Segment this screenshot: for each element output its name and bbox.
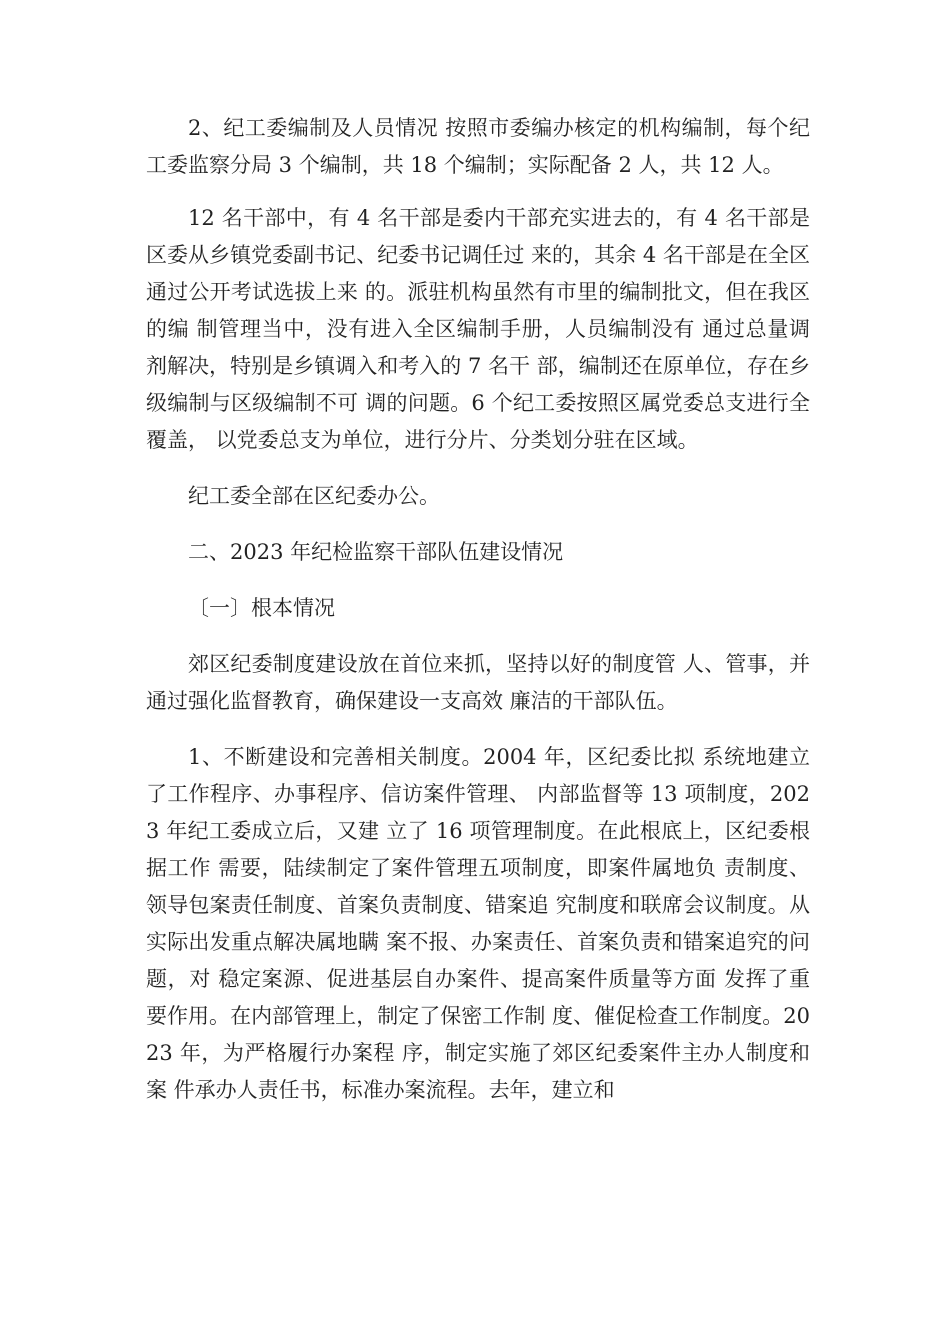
paragraph-office-location: 纪工委全部在区纪委办公。	[188, 484, 440, 508]
section-heading: 二、2023 年纪检监察干部队伍建设情况	[188, 540, 564, 564]
paragraph-cadre-sources: 12 名干部中，有 4 名干部是委内干部充实进去的，有 4 名干部是区委从乡镇党委副书记、纪委书记调任过 来的，其余 4 名干部是在全区通过公开考试选拔上来 的。派驻机构虽然有市里的编制批文，但在我区的编 制管理当中，没有进入全区编制手册，人员编制没有 通过总量调剂解决，特别是乡镇调入和考入的 7 名干 部，编制还在原单位，存在乡级编制与区级编制不可 调的问题。6 个纪工委按照区属党委总支进行全覆盖， 以党委总支为单位，进行分片、分类划分驻在区域。	[146, 206, 810, 452]
document-body	[146, 110, 810, 1109]
subsection-heading: 〔一〕根本情况	[188, 596, 335, 620]
paragraph-staffing: 2、纪工委编制及人员情况 按照市委编办核定的机构编制，每个纪工委监察分局 3 个编制，共 18 个编制；实际配备 2 人，共 12 人。	[146, 116, 810, 177]
paragraph-institution-building: 1、不断建设和完善相关制度。2004 年，区纪委比拟 系统地建立了工作程序、办事程序、信访案件管理、 内部监督等 13 项制度，2023 年纪工委成立后，又建 立了 16 项管理制度。在此根底上，区纪委根据工作 需要，陆续制定了案件管理五项制度，即案件属地负 责制度、领导包案责任制度、首案负责制度、错案追 究制度和联席会议制度。从实际出发重点解决属地瞒 案不报、办案责任、首案负责和错案追究的问题，对 稳定案源、促进基层自办案件、提高案件质量等方面 发挥了重要作用。在内部管理上，制定了保密工作制 度、催促检查工作制度。2023 年，为严格履行办案程 序，制定实施了郊区纪委案件主办人制度和案 件承办人责任书，标准办案流程。去年，建立和	[146, 745, 810, 1102]
paragraph-overview: 郊区纪委制度建设放在首位来抓，坚持以好的制度管 人、管事，并通过强化监督教育，确保建设一支高效 廉洁的干部队伍。	[146, 652, 810, 713]
